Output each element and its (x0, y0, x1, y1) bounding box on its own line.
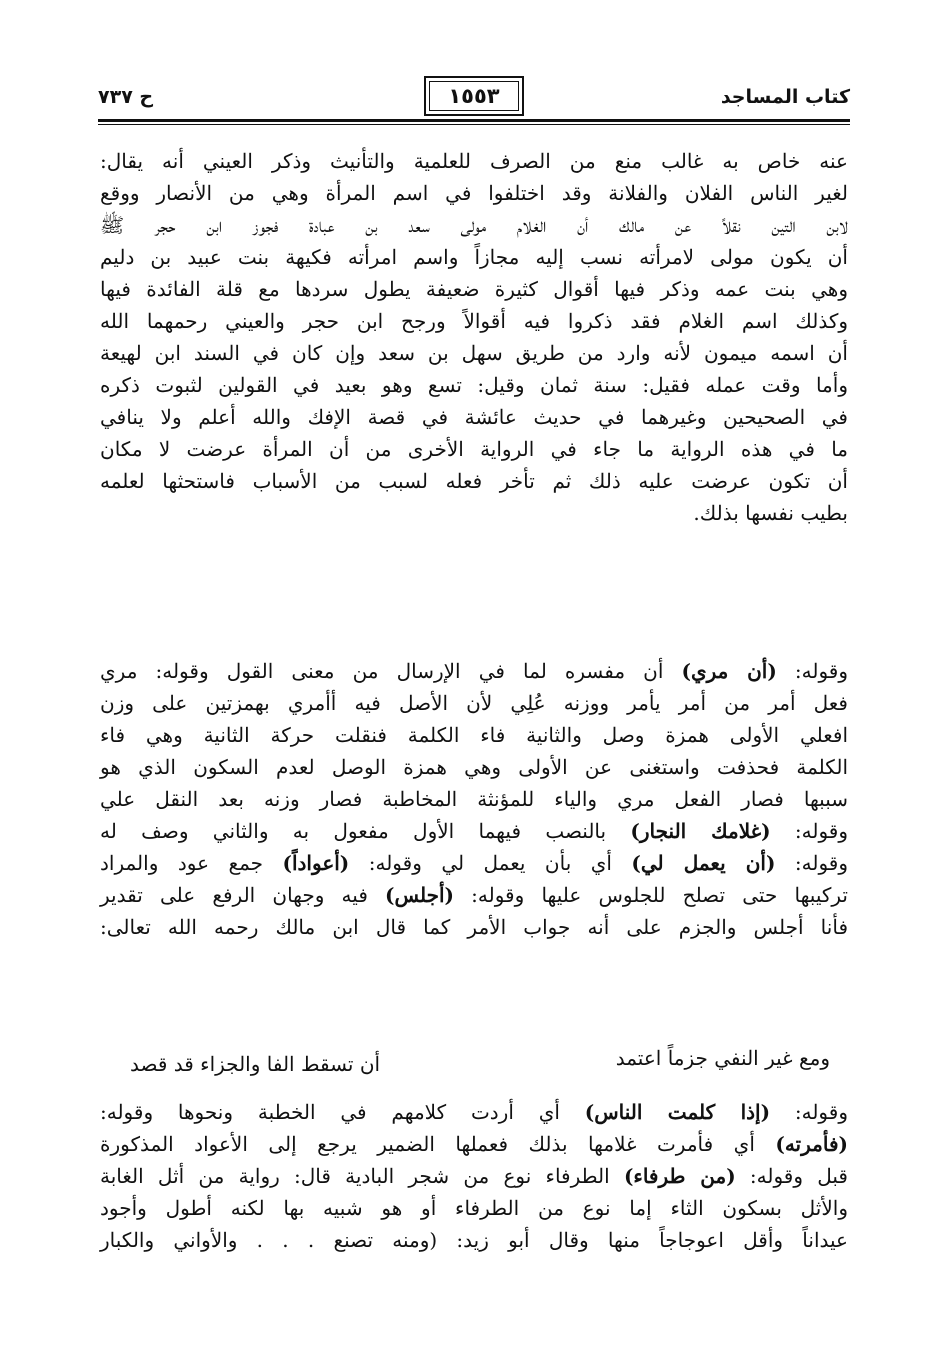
line-text: وقوله: (776, 659, 848, 683)
text-line: بطيب نفسها بذلك. (693, 501, 848, 525)
page-number: ١٥٥٣ (448, 84, 500, 108)
quoted-phrase: (أجلس) (385, 883, 455, 907)
text-line (100, 847, 848, 879)
text-line: في الصحيحين وغيرهما في حديث عائشة في قصة الإفك والله أعلم ولا ينافي (100, 405, 848, 429)
text-line: ما في هذه الرواية ما جاء في الرواية الأخرى من أن المرأة عرضت لا مكان (100, 437, 848, 461)
text-line (100, 1096, 848, 1128)
quoted-phrase: (غلامك النجار) (630, 819, 771, 843)
quoted-phrase: (أن يعمل لي) (631, 851, 776, 875)
paragraph-2 (100, 655, 848, 943)
text-line: أن اسمه ميمون لأنه وارد من طريق سهل بن سعد وإن كان في السند ابن لهيعة (100, 341, 848, 365)
poetry-verse (130, 1046, 830, 1082)
quoted-phrase: (أن مري) (681, 659, 777, 683)
text-line (100, 815, 848, 847)
text-line: عنه خاص به غالب منع من الصرف للعلمية والتأنيث وذكر العيني أنه يقال: (100, 149, 848, 173)
line-text: وقوله: (770, 819, 849, 843)
text-line: افعلي الأولى همزة وصل والثانية فاء الكلمة فنقلت حركة الثانية وهي فاء (100, 723, 848, 747)
line-text: وقوله: (775, 851, 848, 875)
text-line: فعل أمر من أمر يأمر ووزنه عُلِي لأن الأصل فيه أأمري بهمزتين على وزن (100, 691, 848, 715)
header-rule-thin (98, 124, 850, 125)
text-line: وكذلك اسم الغلام فقد ذكروا فيه أقوالاً ورجح ابن حجر والعيني رحمهما الله (100, 309, 848, 333)
line-text: أن مفسره لما في الإرسال من معنى القول وقوله: مري (100, 659, 682, 683)
text-line: عيداناً وأقل اعوجاجاً منها وقال أبو زيد: (ومنه تصنع . . . والأواني والكبار (100, 1228, 848, 1252)
text-line: سببها فصار الفعل مري والياء للمؤنثة المخاطبة فصار وزنه بعد النقل علي (100, 787, 848, 811)
text-line: وهي بنت عمه وذكر فيها أقوال كثيرة ضعيفة يطول سردها مع قلة الفائدة فيها (100, 277, 848, 301)
quoted-phrase: (فأمرته) (775, 1132, 848, 1156)
line-text: بالنصب فيهما الأول مفعول به والثاني وصف له (100, 819, 631, 843)
line-text: وقوله: (770, 1100, 848, 1124)
line-text: أي أردت كلامهم في الخطبة ونحوها وقوله: (100, 1100, 585, 1124)
verse-hemistich-second: أن تسقط الفا والجزاء قد قصد (130, 1052, 381, 1076)
text-line: وأما وقت عمله فقيل: سنة ثمان وقيل: تسع وهو بعيد في القولين لثبوت ذكره (100, 373, 848, 397)
header-rule-thick (98, 119, 850, 122)
verse-hemistich-first: ومع غير النفي جزماً اعتمد (615, 1046, 830, 1070)
line-text: قبل وقوله: (735, 1164, 848, 1188)
page-number-frame (424, 76, 524, 116)
quoted-phrase: (من طرفاء) (623, 1164, 736, 1188)
text-line: لغير الناس الفلان والفلانة وقد اختلفوا في اسم المرأة وهي من الأنصار ووقع (100, 181, 848, 205)
text-line (100, 1128, 848, 1160)
page-header (98, 76, 850, 120)
paragraph-3 (100, 1096, 848, 1256)
text-line: أن تكون عرضت عليه ذلك ثم تأخر فعله لسبب من الأسباب فاستحثها لعلمه (100, 469, 848, 493)
text-line: أن يكون مولى لامرأته نسب إليه مجازاً واسم امرأته فكيهة بنت عبيد بن دليم (100, 245, 848, 269)
line-text: أي فأمرت غلامها بذلك فعملها الضمير يرجع إلى الأعواد المذكورة (100, 1132, 776, 1156)
text-line (100, 879, 848, 911)
quoted-phrase: (أعواداً) (282, 851, 350, 875)
text-line (100, 1160, 848, 1192)
text-line: الكلمة فحذفت واستغنى عن الأولى وهي همزة الوصل لعدم السكون الذي هو (100, 755, 848, 779)
hadith-reference: ح ٧٣٧ (98, 86, 154, 108)
line-text: تركيبها حتى تصلح للجلوس عليها وقوله: (454, 883, 848, 907)
text-line: لابن التين نقلاً عن مالك أن الغلام مولى سعد بن عبادة فجوز ابن حجر ﷺ (100, 213, 848, 237)
text-line: فأنا أجلس والجزم على أنه جواب الأمر كما قال ابن مالك رحمه الله تعالى: (100, 915, 848, 939)
line-text: أي بأن يعمل لي وقوله: (349, 851, 632, 875)
text-line (100, 655, 848, 687)
book-title: كتاب المساجد (720, 86, 850, 108)
quoted-phrase: (إذا كلمت الناس) (584, 1100, 771, 1124)
line-text: الطرفاء نوع من شجر البادية قال: رواية من أثل الغابة (100, 1164, 624, 1188)
paragraph-1 (100, 145, 848, 529)
line-text: جمع عود والمراد (100, 851, 283, 875)
text-line: والأثل بسكون الثاء إما نوع من الطرفاء أو هو شبيه بها لكنه أطول وأجود (100, 1196, 848, 1220)
line-text: فيه وجهان الرفع على تقدير (100, 883, 386, 907)
